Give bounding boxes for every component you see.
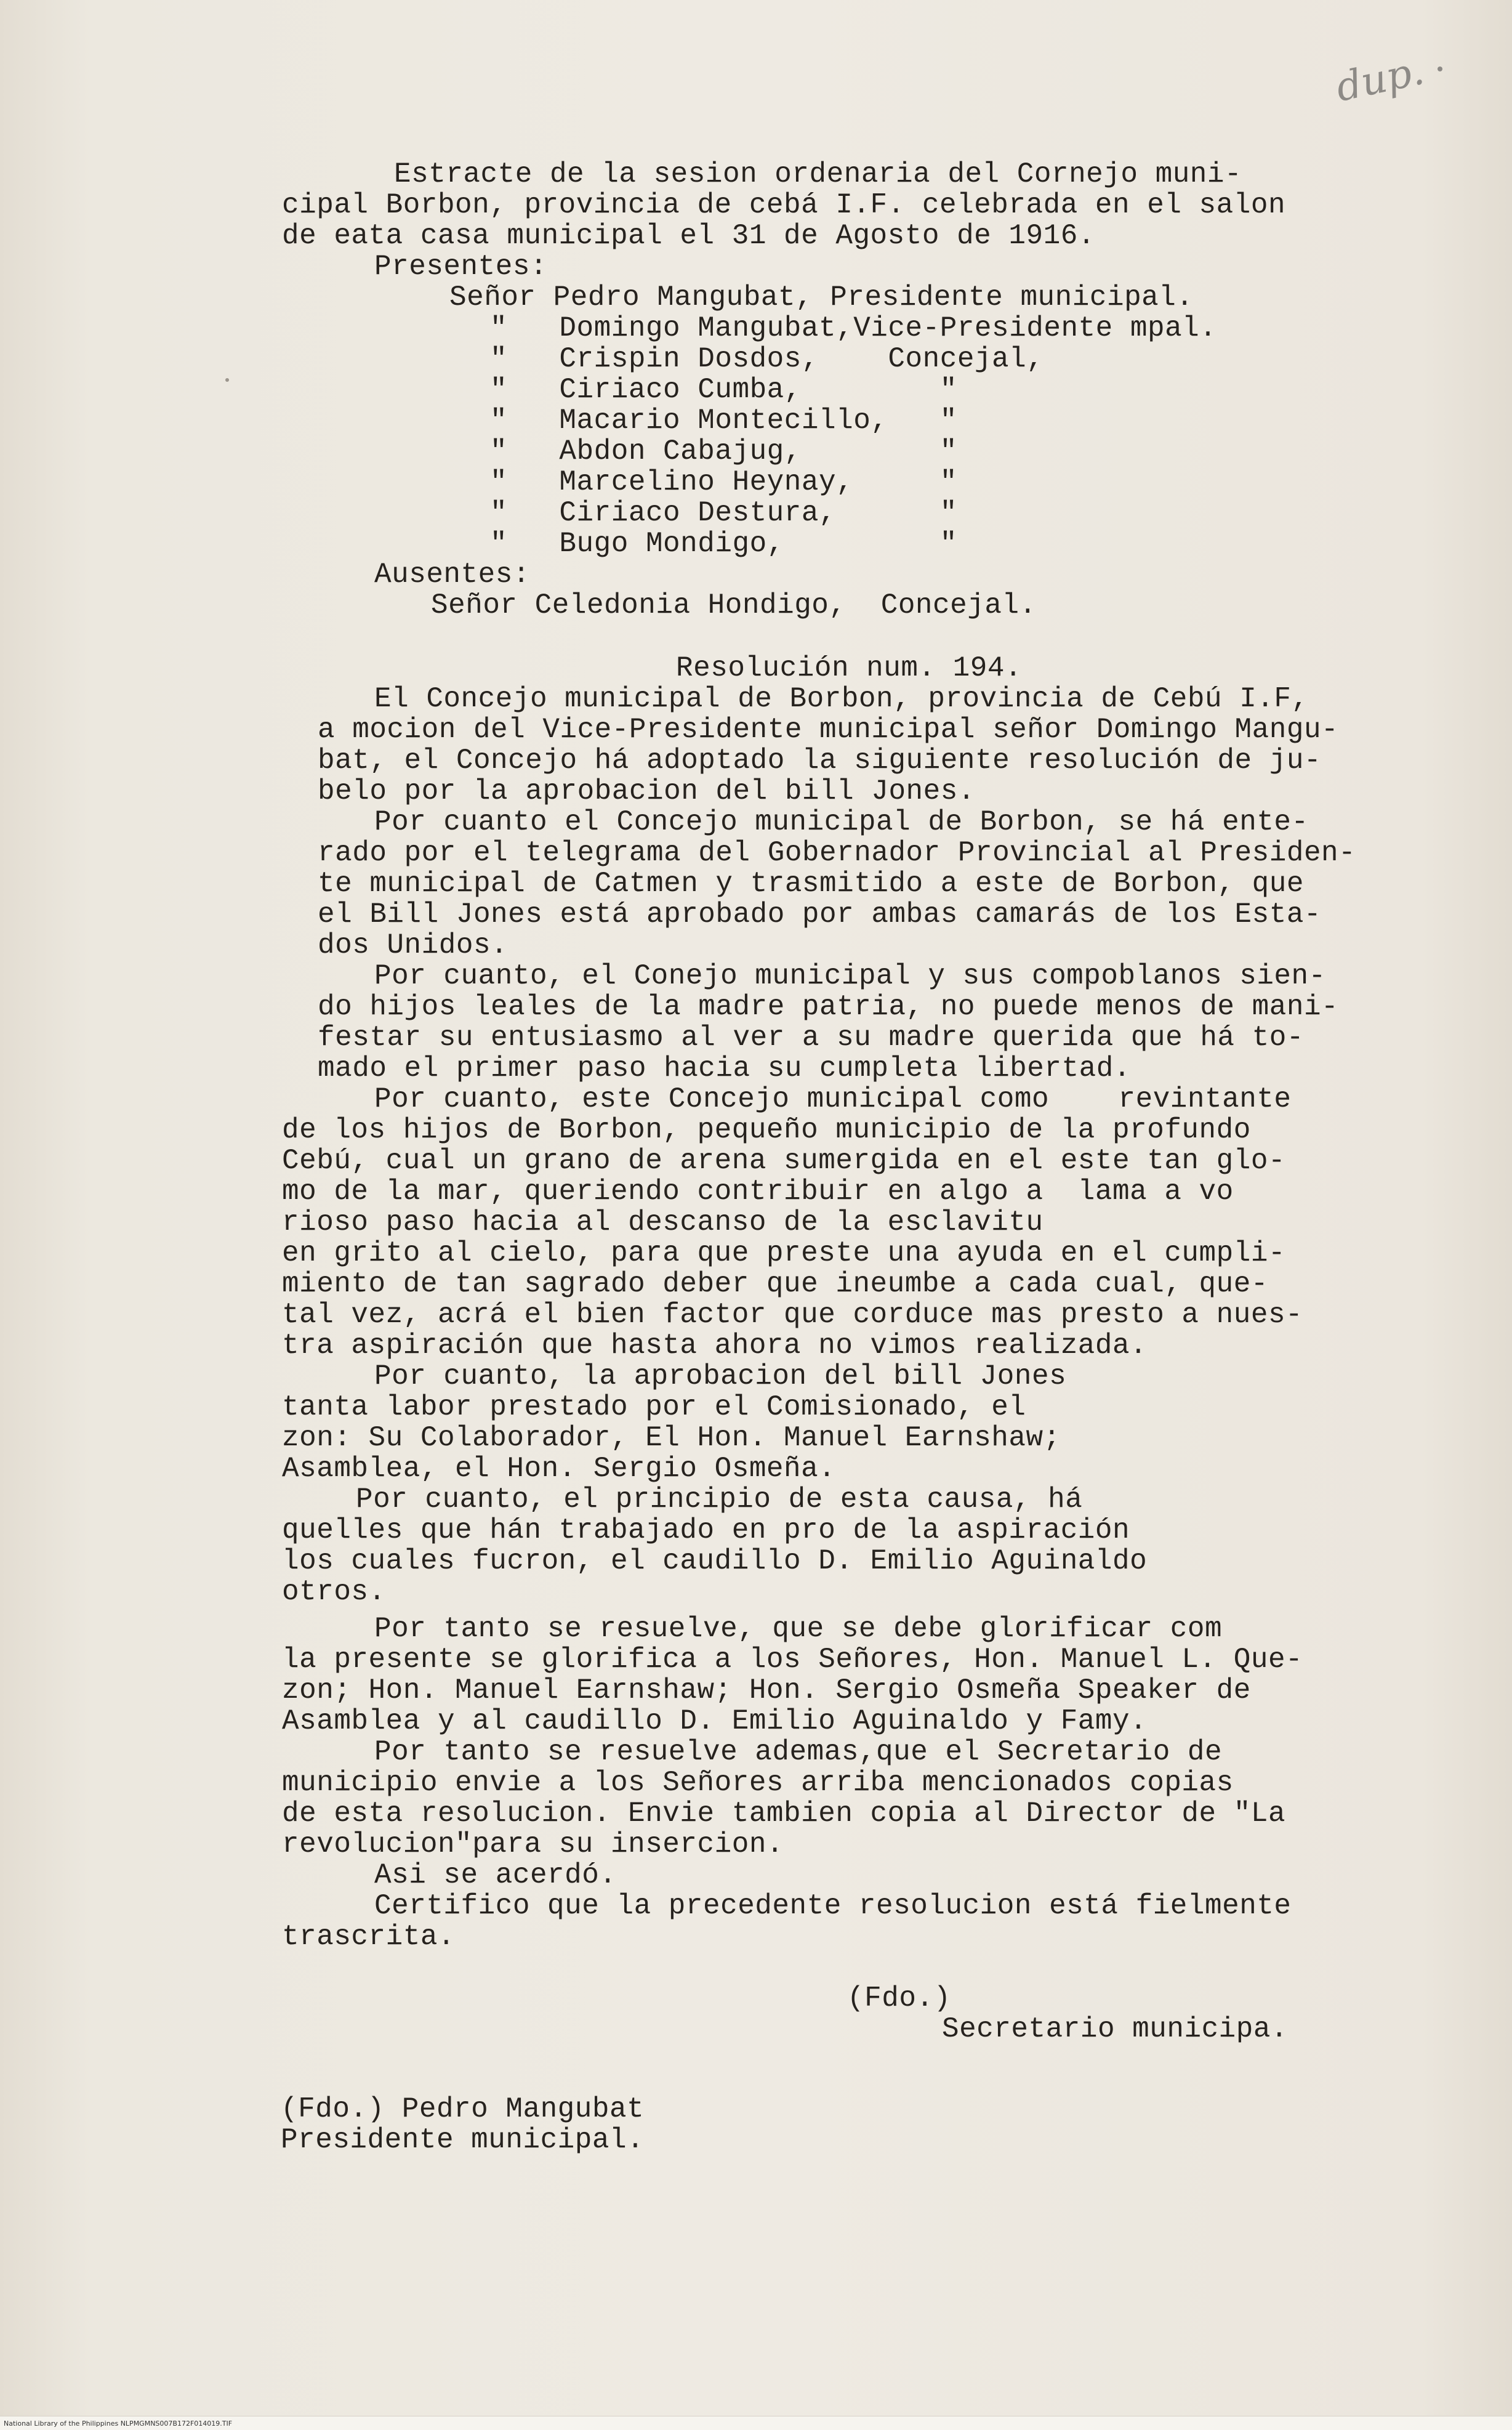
text-line: mo de la mar, queriendo contribuir en algo a lama a vo (282, 1176, 1234, 1208)
text-line: los cuales fucron, el caudillo D. Emilio Aguinaldo (282, 1545, 1148, 1577)
text-line: rioso paso hacia al descanso de la esclavitu (282, 1206, 1044, 1238)
text-line: mado el primer paso hacia su cumpleta libertad. (318, 1052, 1131, 1084)
text-line: tra aspiración que hasta ahora no vimos realizada. (282, 1330, 1148, 1362)
text-line: de eata casa municipal el 31 de Agosto de 1916. (282, 220, 1095, 252)
text-line: " Ciriaco Destura, " (490, 497, 957, 529)
text-line: de esta resolucion. Envie tambien copia al Director de "La (282, 1798, 1286, 1830)
text-line: quelles que hán trabajado en pro de la aspiración (282, 1514, 1130, 1546)
text-line: Por tanto se resuelve ademas,que el Secretario de (374, 1736, 1223, 1768)
text-line: Certifico que la precedente resolucion está fielmente (374, 1890, 1292, 1922)
text-line: belo por la aprobacion del bill Jones. (318, 775, 975, 807)
text-line: municipio envie a los Señores arriba mencionados copias (282, 1767, 1234, 1799)
text-line: festar su entusiasmo al ver a su madre querida que há to- (318, 1022, 1304, 1054)
signature-fdo: (Fdo.) (847, 1982, 951, 2014)
text-line: zon; Hon. Manuel Earnshaw; Hon. Sergio Osmeña Speaker de (282, 1674, 1251, 1706)
text-line: Por cuanto, la aprobacion del bill Jones (374, 1360, 1067, 1392)
signature-president-title: Presidente municipal. (281, 2124, 645, 2156)
text-line: trascrita. (282, 1921, 456, 1953)
text-line: cipal Borbon, provincia de cebá I.F. celebrada en el salon (282, 189, 1286, 221)
text-line: " Bugo Mondigo, " (490, 528, 957, 560)
text-line: El Concejo municipal de Borbon, provincia de Cebú I.F, (374, 683, 1309, 715)
text-line: zon: Su Colaborador, El Hon. Manuel Earnshaw; (282, 1422, 1061, 1454)
text-line: Por cuanto, el principio de esta causa, há (356, 1483, 1083, 1516)
text-line: Resolución num. 194. (676, 652, 1023, 684)
signature-president-name: (Fdo.) Pedro Mangubat (281, 2093, 645, 2125)
scan-footer-text: National Library of the Philippines NLPMGMNS007B172F014019.TIF (4, 2420, 233, 2428)
text-line: tal vez, acrá el bien factor que corduce mas presto a nues- (282, 1299, 1303, 1331)
text-line: bat, el Concejo há adoptado la siguiente resolución de ju- (318, 745, 1322, 777)
text-line: Asamblea y al caudillo D. Emilio Aguinaldo y Famy. (282, 1705, 1148, 1737)
text-line: tanta labor prestado por el Comisionado, el (282, 1391, 1026, 1423)
text-line: " Crispin Dosdos, Concejal, (490, 343, 1044, 375)
text-line: Ausentes: (374, 559, 530, 591)
text-line: Por cuanto el Concejo municipal de Borbon, se há ente- (374, 806, 1309, 838)
text-line: miento de tan sagrado deber que ineumbe a cada cual, que- (282, 1268, 1268, 1300)
text-line: la presente se glorifica a los Señores, Hon. Manuel L. Que- (282, 1644, 1303, 1676)
text-line: de los hijos de Borbon, pequeño municipio de la profundo (282, 1114, 1251, 1146)
text-line: otros. (282, 1576, 386, 1608)
text-line: Asamblea, el Hon. Sergio Osmeña. (282, 1453, 836, 1485)
signature-secretary: Secretario municipa. (942, 2013, 1289, 2045)
text-line: Cebú, cual un grano de arena sumergida en el este tan glo- (282, 1145, 1286, 1177)
text-line: do hijos leales de la madre patria, no puede menos de mani- (318, 991, 1339, 1023)
text-line: te municipal de Catmen y trasmitido a este de Borbon, que (318, 868, 1304, 900)
text-line: " Ciriaco Cumba, " (490, 374, 957, 406)
handwritten-annotation: dup. (1332, 47, 1428, 111)
text-line: Por cuanto, este Concejo municipal como revintante (374, 1083, 1292, 1115)
scan-footer (0, 2416, 1512, 2430)
text-line: " Abdon Cabajug, " (490, 435, 957, 467)
text-line: rado por el telegrama del Gobernador Provincial al Presiden- (318, 837, 1356, 869)
text-line: Estracte de la sesion ordenaria del Cornejo muni- (394, 158, 1242, 190)
text-line: Por tanto se resuelve, que se debe glorificar com (374, 1613, 1223, 1645)
text-line: Señor Pedro Mangubat, Presidente municipal. (449, 281, 1194, 313)
text-line: Señor Celedonia Hondigo, Concejal. (431, 589, 1037, 621)
text-line: en grito al cielo, para que preste una ayuda en el cumpli- (282, 1237, 1286, 1269)
text-line: a mocion del Vice-Presidente municipal señor Domingo Mangu- (318, 714, 1339, 746)
text-line: Por cuanto, el Conejo municipal y sus compoblanos sien- (374, 960, 1326, 992)
text-line: revolucion"para su insercion. (282, 1828, 784, 1860)
text-line: " Domingo Mangubat,Vice-Presidente mpal. (490, 312, 1217, 344)
text-line: " Macario Montecillo, " (490, 405, 957, 437)
text-line: Asi se acerdó. (374, 1859, 617, 1891)
text-line: dos Unidos. (318, 929, 509, 961)
text-line: el Bill Jones está aprobado por ambas camarás de los Esta- (318, 898, 1322, 930)
text-line: Presentes: (374, 251, 548, 283)
text-line: " Marcelino Heynay, " (490, 466, 957, 498)
